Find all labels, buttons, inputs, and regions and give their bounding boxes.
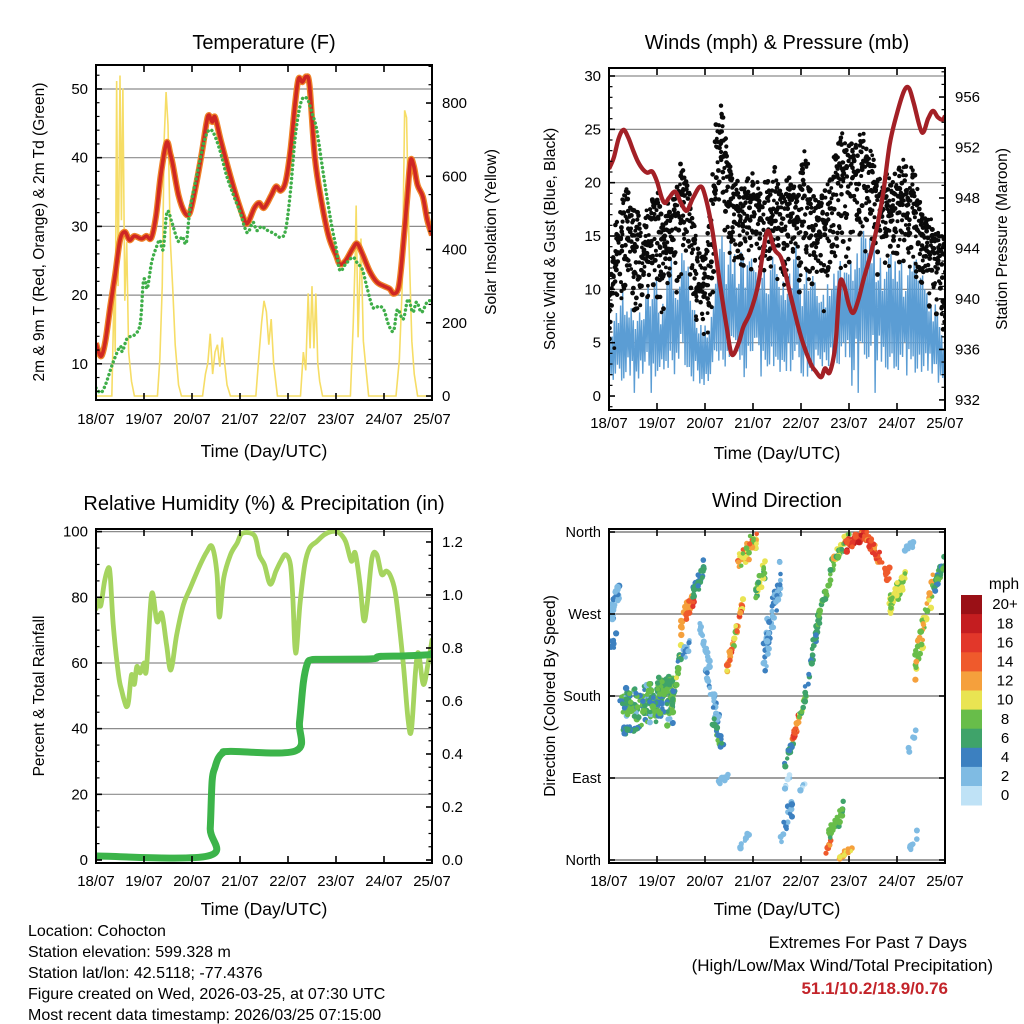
colorbar-swatch <box>961 729 982 749</box>
yaxis-title-pressure-right: Station Pressure (Maroon) <box>994 148 1011 330</box>
y-tick-label-left: North <box>565 852 601 869</box>
panel-humidity-precip-frame <box>96 529 432 863</box>
x-tick-label: 20/07 <box>686 415 724 432</box>
colorbar-label: 10 <box>996 691 1014 709</box>
colorbar-label: 12 <box>996 672 1014 690</box>
colorbar-swatch <box>961 767 982 787</box>
series-relative-humidity <box>96 531 432 733</box>
y-tick-label-right: 200 <box>442 314 468 332</box>
colorbar-swatch <box>961 614 982 634</box>
speed-colorbar <box>961 576 1019 806</box>
yaxis-title-solar-right: Solar Insolation (Yellow) <box>483 149 500 315</box>
colorbar-label: 4 <box>1000 749 1010 766</box>
station-info-block <box>28 921 385 1024</box>
panel-humidity-precip <box>63 524 463 890</box>
yaxis-title-temp-left: 2m & 9m T (Red, Orange) & 2m Td (Green) <box>31 82 48 382</box>
figure-created: Figure created on Wed, 2026-03-25, at 07:30 UTC <box>28 986 386 1003</box>
colorbar-label: 2 <box>1000 768 1010 786</box>
series-wind-direction-dots <box>606 529 948 862</box>
y-tick-label-left: East <box>571 770 601 787</box>
x-tick-label: 23/07 <box>830 873 868 890</box>
x-tick-label: 21/07 <box>734 873 772 890</box>
x-tick-label: 23/07 <box>830 415 868 432</box>
y-tick-label-left: 0 <box>79 852 88 870</box>
extremes-title: Extremes For Past 7 Days <box>768 933 967 952</box>
y-tick-label-left: 20 <box>71 786 88 804</box>
colorbar-swatch <box>961 633 982 653</box>
x-tick-label: 24/07 <box>878 873 916 890</box>
x-tick-label: 19/07 <box>125 873 163 890</box>
x-tick-label: 18/07 <box>590 415 628 432</box>
y-tick-label-left: 20 <box>584 174 601 192</box>
yaxis-title-direction-left: Direction (Colored By Speed) <box>542 595 559 797</box>
y-tick-label-right: 400 <box>442 241 468 259</box>
panel-temperature-frame <box>96 65 432 400</box>
panel-title-winds-pressure: Winds (mph) & Pressure (mb) <box>644 32 910 54</box>
series-9m-temp <box>96 76 432 356</box>
y-tick-label-left: North <box>565 525 601 542</box>
x-tick-label: 20/07 <box>686 873 724 890</box>
y-tick-label-right: 948 <box>955 189 981 207</box>
y-tick-label-left: 40 <box>71 149 88 167</box>
x-tick-label: 21/07 <box>221 411 259 428</box>
x-tick-label: 19/07 <box>125 411 163 428</box>
x-tick-label: 22/07 <box>269 411 307 428</box>
colorbar-swatch <box>961 786 982 806</box>
extremes-subtitle: (High/Low/Max Wind/Total Precipitation) <box>691 956 993 975</box>
yaxis-title-wind-left: Sonic Wind & Gust (Blue, Black) <box>542 127 559 351</box>
panel-title-wind-direction: Wind Direction <box>711 490 843 512</box>
y-tick-label-right: 1.0 <box>442 586 463 604</box>
y-tick-label-left: 50 <box>71 80 88 98</box>
y-tick-label-left: South <box>563 689 601 705</box>
y-tick-label-left: 60 <box>71 654 88 672</box>
panel-humidity-precip-series <box>96 531 432 858</box>
y-tick-label-left: West <box>568 607 601 624</box>
y-tick-label-left: 40 <box>71 720 88 738</box>
y-tick-label-left: 10 <box>71 355 88 373</box>
x-tick-label: 21/07 <box>734 415 772 432</box>
y-tick-label-right: 952 <box>955 139 981 157</box>
y-tick-label-left: 30 <box>584 68 601 86</box>
y-tick-label-right: 0.2 <box>442 799 463 817</box>
y-tick-label-right: 600 <box>442 168 468 186</box>
x-tick-label: 19/07 <box>638 873 676 890</box>
series-2m-dewpoint <box>96 97 432 393</box>
y-tick-label-left: 15 <box>584 228 601 246</box>
panel-temperature-series <box>96 76 432 396</box>
colorbar-label: 20+ <box>992 596 1018 614</box>
y-tick-label-right: 1.2 <box>442 533 463 551</box>
panel-winds-pressure-series <box>607 87 948 393</box>
y-tick-label-right: 936 <box>955 341 981 359</box>
station-location: Location: Cohocton <box>28 923 166 940</box>
x-tick-label: 23/07 <box>317 873 355 890</box>
xaxis-title-direction: Time (Day/UTC) <box>713 899 841 919</box>
colorbar-swatch <box>961 671 982 691</box>
x-tick-label: 20/07 <box>173 411 211 428</box>
y-tick-label-right: 0.0 <box>442 852 463 870</box>
y-tick-label-left: 0 <box>592 388 601 406</box>
x-tick-label: 24/07 <box>878 415 916 432</box>
station-latlon: Station lat/lon: 42.5118; -77.4376 <box>28 965 263 982</box>
data-timestamp: Most recent data timestamp: 2026/03/25 07:15:00 <box>28 1007 382 1024</box>
x-tick-label: 18/07 <box>590 873 628 890</box>
x-tick-label: 25/07 <box>413 411 451 428</box>
panel-wind-direction <box>563 525 964 890</box>
x-tick-label: 22/07 <box>269 873 307 890</box>
xaxis-title-winds: Time (Day/UTC) <box>713 443 841 463</box>
y-tick-label-right: 0.8 <box>442 639 463 657</box>
xaxis-title-humidity: Time (Day/UTC) <box>200 899 328 919</box>
extremes-values: 51.1/10.2/18.9/0.76 <box>801 979 948 998</box>
colorbar-label: 6 <box>1000 729 1010 747</box>
colorbar-label: 8 <box>1000 710 1010 728</box>
panel-wind-direction-series <box>606 529 948 862</box>
x-tick-label: 19/07 <box>638 415 676 432</box>
x-tick-label: 18/07 <box>77 411 115 428</box>
x-tick-label: 25/07 <box>413 873 451 890</box>
y-tick-label-right: 800 <box>442 95 468 113</box>
x-tick-label: 23/07 <box>317 411 355 428</box>
x-tick-label: 22/07 <box>782 873 820 890</box>
x-tick-label: 21/07 <box>221 873 259 890</box>
series-total-rainfall <box>96 653 432 858</box>
y-tick-label-left: 80 <box>71 589 88 607</box>
panel-temperature <box>71 65 467 428</box>
y-tick-label-right: 944 <box>955 240 981 258</box>
x-tick-label: 25/07 <box>926 873 964 890</box>
x-tick-label: 20/07 <box>173 873 211 890</box>
panel-winds-pressure <box>584 68 980 432</box>
colorbar-label: 18 <box>996 615 1014 633</box>
panel-title-temperature: Temperature (F) <box>192 32 336 54</box>
colorbar-title: mph <box>988 576 1020 593</box>
y-tick-label-right: 0 <box>442 388 451 406</box>
y-tick-label-right: 932 <box>955 391 981 409</box>
xaxis-title-temperature: Time (Day/UTC) <box>200 441 328 461</box>
colorbar-label: 16 <box>996 634 1014 652</box>
x-tick-label: 24/07 <box>365 873 403 890</box>
panel-humidity-precip-tick-labels <box>63 524 463 890</box>
x-tick-label: 18/07 <box>77 873 115 890</box>
x-tick-label: 22/07 <box>782 415 820 432</box>
y-tick-label-right: 0.6 <box>442 692 463 710</box>
y-tick-label-left: 100 <box>62 523 88 541</box>
colorbar-swatch <box>961 595 982 615</box>
y-tick-label-right: 940 <box>955 290 981 308</box>
y-tick-label-left: 30 <box>71 218 88 236</box>
colorbar-swatch <box>961 748 982 768</box>
x-tick-label: 25/07 <box>926 415 964 432</box>
y-tick-label-left: 25 <box>584 121 601 139</box>
colorbar-swatch <box>961 710 982 730</box>
y-tick-label-left: 5 <box>592 334 601 352</box>
yaxis-title-rainfall-left: Percent & Total Rainfall <box>31 615 48 777</box>
x-tick-label: 24/07 <box>365 411 403 428</box>
panel-title-humidity-precip: Relative Humidity (%) & Precipitation (in) <box>83 493 445 515</box>
y-tick-label-right: 0.4 <box>442 745 463 763</box>
y-tick-label-left: 10 <box>584 281 601 299</box>
y-tick-label-left: 20 <box>71 287 88 305</box>
colorbar-swatch <box>961 652 982 672</box>
series-2m-temp <box>96 76 432 356</box>
colorbar-swatch <box>961 691 982 711</box>
y-tick-label-right: 956 <box>955 89 981 107</box>
colorbar-label: 0 <box>1000 787 1010 805</box>
colorbar-label: 14 <box>996 653 1014 671</box>
station-elevation: Station elevation: 599.328 m <box>28 944 231 961</box>
